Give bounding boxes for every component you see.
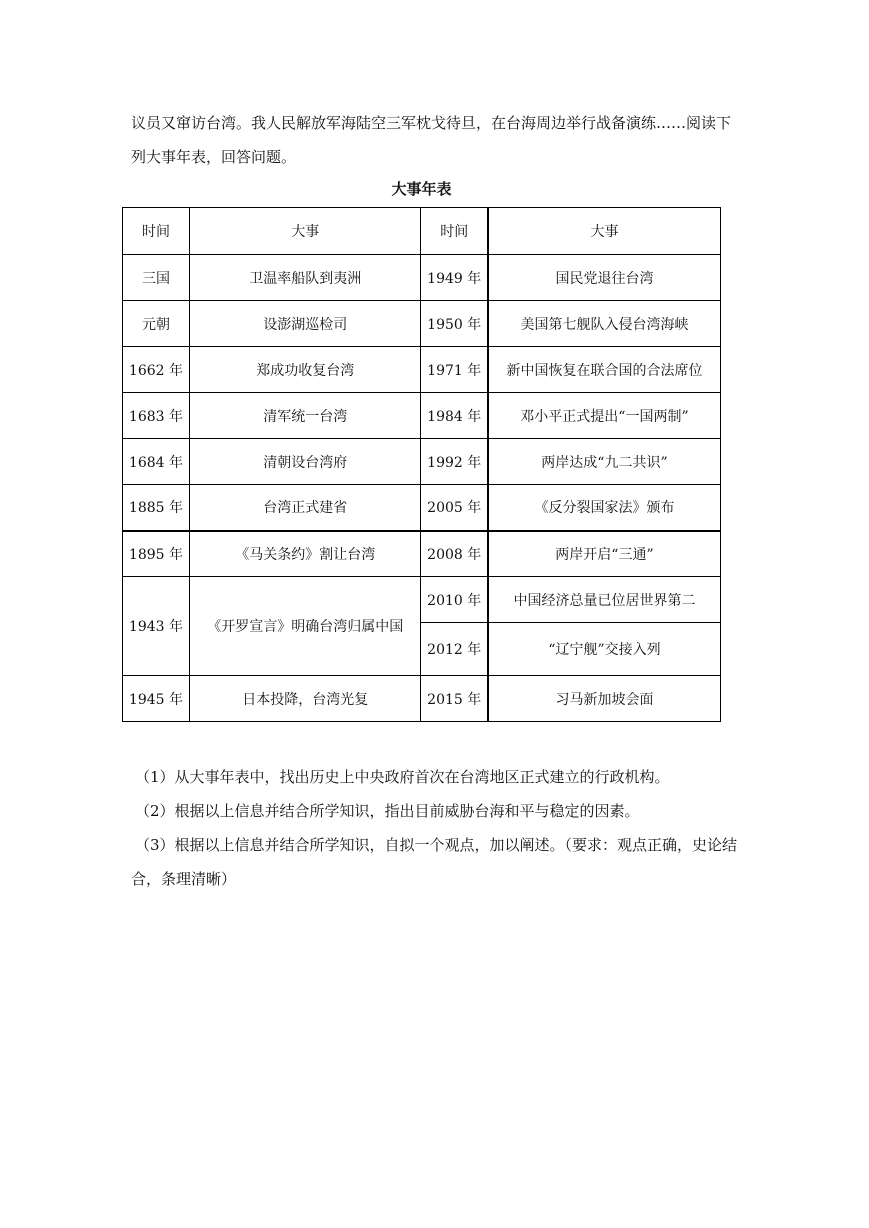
event-cell: 台湾正式建省 bbox=[189, 485, 421, 531]
header-cell: 时间 bbox=[421, 208, 488, 255]
time-cell: 2010 年 bbox=[421, 577, 488, 623]
intro-line-1: 议员又窜访台湾。我人民解放军海陆空三军枕戈待旦，在台海周边举行战备演练……阅读下 bbox=[131, 114, 732, 132]
table-row bbox=[123, 301, 721, 347]
time-cell: 1684 年 bbox=[123, 439, 190, 485]
table-row bbox=[123, 577, 721, 623]
event-cell: 国民党退往台湾 bbox=[488, 255, 721, 301]
question-2: （2）根据以上信息并结合所学知识，指出目前威胁台海和平与稳定的因素。 bbox=[135, 802, 640, 820]
header-cell: 大事 bbox=[488, 208, 721, 255]
event-cell: 卫温率船队到夷洲 bbox=[189, 255, 421, 301]
header-cell: 大事 bbox=[189, 208, 421, 255]
table-row bbox=[123, 485, 721, 531]
time-cell: 1971 年 bbox=[421, 347, 488, 393]
event-cell: 习马新加坡会面 bbox=[488, 676, 721, 722]
table-row bbox=[123, 439, 721, 485]
event-cell: 邓小平正式提出“一国两制” bbox=[488, 393, 721, 439]
table-header-row bbox=[123, 208, 721, 255]
event-cell: 清朝设台湾府 bbox=[189, 439, 421, 485]
event-cell: 两岸达成“九二共识” bbox=[488, 439, 721, 485]
event-cell: “辽宁舰”交接入列 bbox=[488, 623, 721, 676]
time-cell: 1984 年 bbox=[421, 393, 488, 439]
event-cell: 日本投降，台湾光复 bbox=[189, 676, 421, 722]
event-cell: 郑成功收复台湾 bbox=[189, 347, 421, 393]
table-row bbox=[123, 393, 721, 439]
header-cell: 时间 bbox=[123, 208, 190, 255]
time-cell: 三国 bbox=[123, 255, 190, 301]
table-row bbox=[123, 255, 721, 301]
time-cell: 1945 年 bbox=[123, 676, 190, 722]
table-row bbox=[123, 531, 721, 577]
event-cell: 两岸开启“三通” bbox=[488, 531, 721, 577]
intro-paragraph bbox=[131, 106, 743, 174]
question-3-line-1: （3）根据以上信息并结合所学知识，自拟一个观点，加以阐述。（要求：观点正确，史论结 bbox=[135, 836, 738, 854]
time-cell: 2012 年 bbox=[421, 623, 488, 676]
time-cell: 1683 年 bbox=[123, 393, 190, 439]
event-cell: 《马关条约》割让台湾 bbox=[189, 531, 421, 577]
time-cell-merged: 1943 年 bbox=[123, 577, 190, 676]
event-cell-merged: 《开罗宣言》明确台湾归属中国 bbox=[189, 577, 421, 676]
event-cell: 设澎湖巡检司 bbox=[189, 301, 421, 347]
time-cell: 1662 年 bbox=[123, 347, 190, 393]
events-table bbox=[122, 207, 721, 722]
time-cell: 1949 年 bbox=[421, 255, 488, 301]
table-title: 大事年表 bbox=[391, 180, 452, 198]
table-row bbox=[123, 347, 721, 393]
time-cell: 元朝 bbox=[123, 301, 190, 347]
time-cell: 1885 年 bbox=[123, 485, 190, 531]
table-row bbox=[123, 676, 721, 722]
question-3 bbox=[131, 828, 743, 862]
event-cell: 美国第七舰队入侵台湾海峡 bbox=[488, 301, 721, 347]
time-cell: 1895 年 bbox=[123, 531, 190, 577]
question-3-continuation: 合，条理清晰） bbox=[131, 870, 237, 888]
time-cell: 2005 年 bbox=[421, 485, 488, 531]
question-1: （1）从大事年表中，找出历史上中央政府首次在台湾地区正式建立的行政机构。 bbox=[135, 768, 670, 786]
event-cell: 《反分裂国家法》颁布 bbox=[488, 485, 721, 531]
event-cell: 清军统一台湾 bbox=[189, 393, 421, 439]
questions-section bbox=[131, 760, 743, 896]
intro-line-2: 列大事年表，回答问题。 bbox=[131, 148, 297, 166]
time-cell: 2015 年 bbox=[421, 676, 488, 722]
event-cell: 新中国恢复在联合国的合法席位 bbox=[488, 347, 721, 393]
event-cell: 中国经济总量已位居世界第二 bbox=[488, 577, 721, 623]
time-cell: 1992 年 bbox=[421, 439, 488, 485]
time-cell: 1950 年 bbox=[421, 301, 488, 347]
time-cell: 2008 年 bbox=[421, 531, 488, 577]
